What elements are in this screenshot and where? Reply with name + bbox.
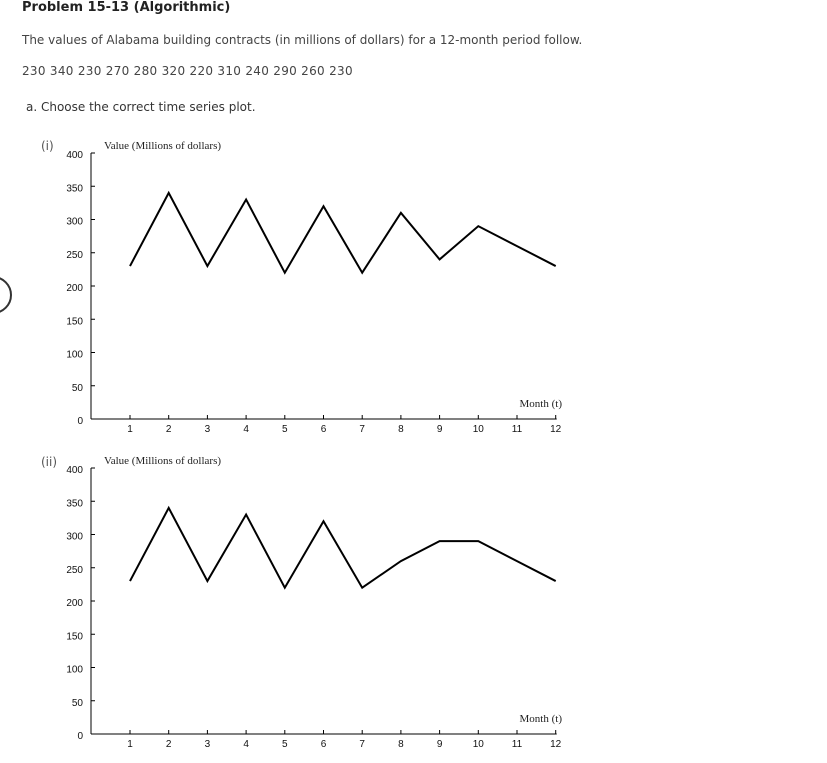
x-tick-label: 8 — [398, 739, 404, 750]
data-point — [129, 580, 131, 582]
y-axis-label: Value (Millions of dollars) — [104, 140, 222, 152]
y-tick-label: 400 — [66, 150, 83, 161]
y-tick-label: 350 — [66, 183, 83, 195]
x-tick-label: 1 — [127, 424, 133, 435]
y-tick-label: 50 — [71, 382, 83, 394]
data-values: 230 340 230 270 280 320 220 310 240 290 260 230 — [22, 64, 353, 78]
y-tick-label: 350 — [66, 498, 83, 510]
x-tick-label: 1 — [127, 739, 133, 750]
problem-description: The values of Alabama building contracts (in millions of dollars) for a 12-month period follow. — [22, 33, 583, 47]
x-tick-label: 4 — [243, 424, 249, 435]
x-tick-label: 5 — [282, 424, 288, 435]
y-tick-label: 400 — [66, 465, 83, 476]
y-tick-label: 250 — [66, 249, 83, 261]
data-point — [129, 265, 131, 267]
y-tick-label: 150 — [66, 631, 83, 643]
option-label-i[interactable]: (i) — [41, 139, 54, 153]
data-point — [439, 540, 441, 542]
x-tick-label: 6 — [320, 739, 327, 750]
problem-title: Problem 15-13 (Algorithmic) — [22, 0, 231, 15]
data-point — [168, 192, 170, 194]
x-tick-label: 10 — [472, 739, 484, 750]
y-tick-label: 300 — [66, 216, 83, 228]
data-point — [400, 560, 402, 562]
x-tick-label: 9 — [436, 739, 443, 750]
y-tick-label: 300 — [66, 531, 83, 543]
x-tick-label: 8 — [398, 424, 404, 435]
x-tick-label: 9 — [436, 424, 443, 435]
x-tick-label: 2 — [165, 424, 172, 435]
y-tick-label: 100 — [66, 349, 83, 361]
x-tick-label: 7 — [359, 424, 365, 435]
x-tick-label: 11 — [511, 739, 523, 750]
data-point — [477, 540, 479, 542]
x-axis-label: Month (t) — [519, 713, 562, 725]
y-tick-label: 0 — [77, 731, 83, 742]
x-tick-label: 12 — [550, 424, 562, 435]
data-point — [245, 199, 247, 201]
x-tick-label: 3 — [204, 739, 211, 750]
x-tick-label: 2 — [165, 739, 172, 750]
x-tick-label: 4 — [243, 739, 249, 750]
data-point — [516, 560, 518, 562]
x-tick-label: 7 — [359, 739, 365, 750]
data-point — [323, 205, 325, 207]
data-point — [555, 580, 557, 582]
data-point — [400, 212, 402, 214]
series-line — [130, 508, 556, 588]
time-series-plot-i[interactable] — [0, 136, 600, 446]
y-tick-label: 100 — [66, 664, 83, 676]
data-point — [206, 580, 208, 582]
data-point — [206, 265, 208, 267]
series-line — [130, 193, 556, 273]
y-tick-label: 50 — [71, 697, 83, 709]
y-tick-label: 200 — [66, 598, 83, 609]
data-point — [284, 272, 286, 274]
x-tick-label: 12 — [550, 739, 562, 750]
option-label-ii[interactable]: (ii) — [41, 455, 58, 469]
x-axis-label: Month (t) — [519, 398, 562, 410]
data-point — [168, 507, 170, 509]
y-tick-label: 200 — [66, 283, 83, 294]
x-tick-label: 3 — [204, 424, 211, 435]
x-tick-label: 5 — [282, 739, 288, 750]
data-point — [245, 514, 247, 516]
data-point — [477, 225, 479, 227]
data-point — [361, 272, 363, 274]
y-axis-label: Value (Millions of dollars) — [104, 455, 222, 467]
question-text: a. Choose the correct time series plot. — [26, 100, 256, 114]
time-series-plot-ii[interactable] — [0, 451, 600, 761]
data-point — [284, 587, 286, 589]
x-tick-label: 11 — [511, 424, 523, 435]
x-tick-label: 10 — [472, 424, 484, 435]
data-point — [516, 245, 518, 247]
y-tick-label: 0 — [77, 416, 83, 427]
data-point — [323, 520, 325, 522]
data-point — [555, 265, 557, 267]
x-tick-label: 6 — [320, 424, 327, 435]
y-tick-label: 250 — [66, 564, 83, 576]
data-point — [439, 258, 441, 260]
y-tick-label: 150 — [66, 316, 83, 328]
data-point — [361, 587, 363, 589]
